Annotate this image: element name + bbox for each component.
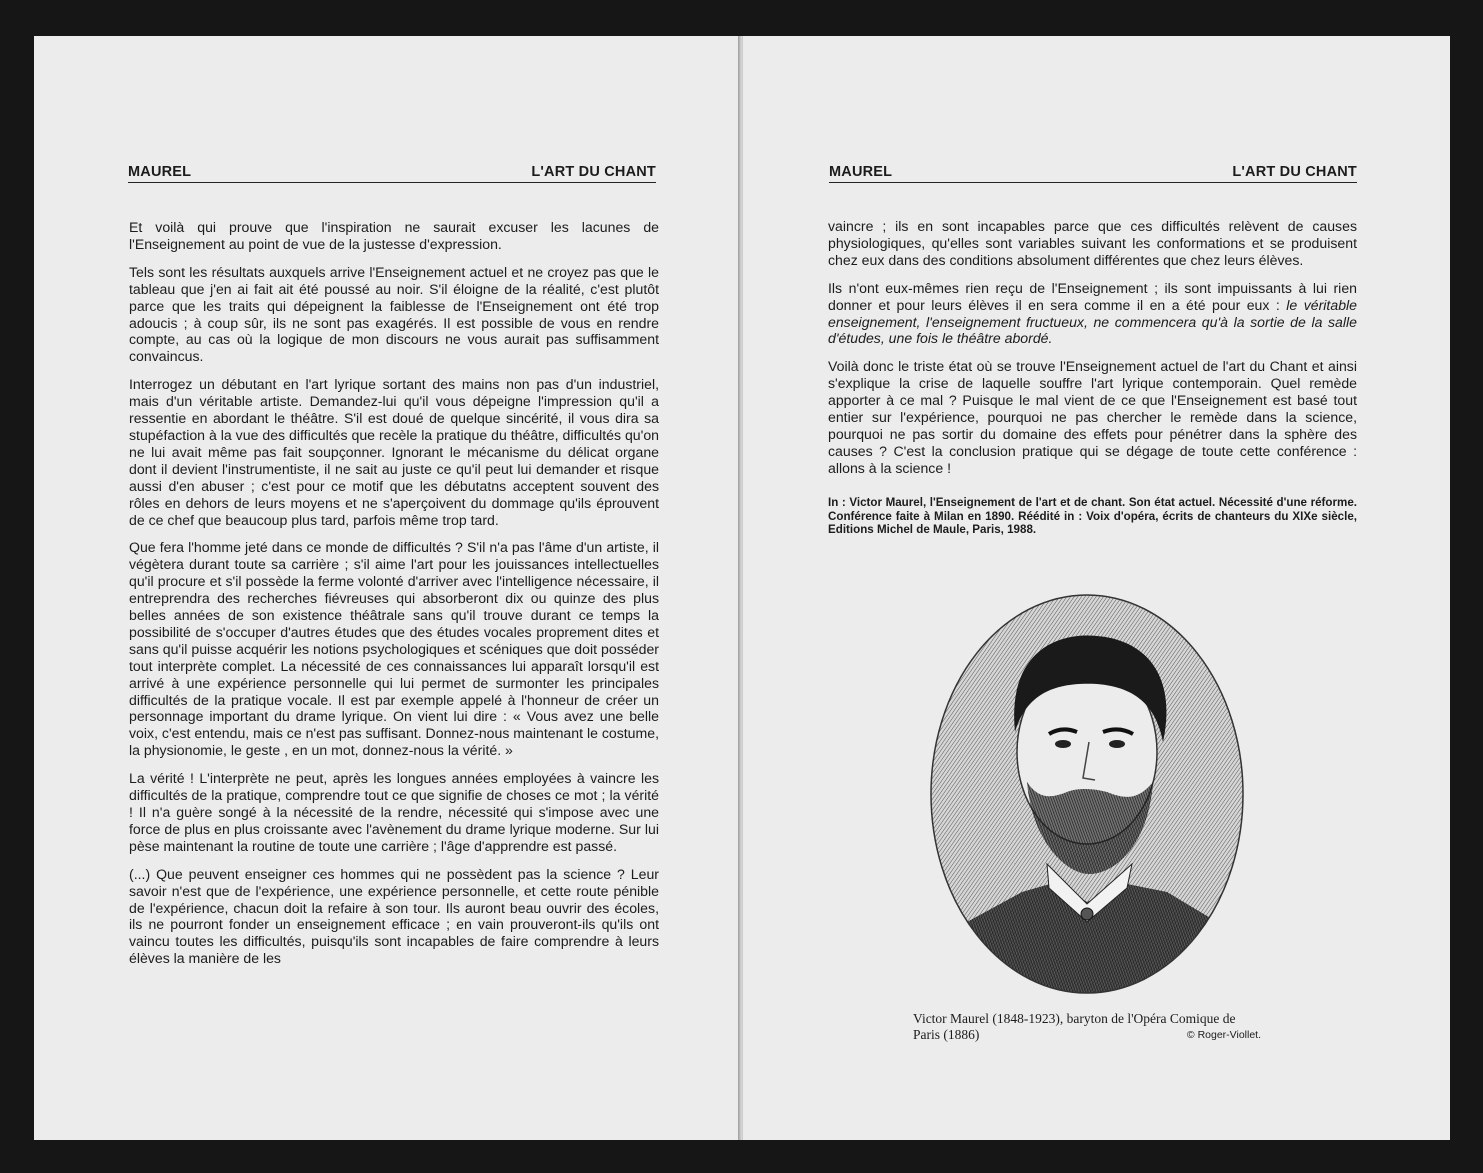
running-header [128,162,656,183]
running-header [829,162,1357,183]
paragraph: Interrogez un débutant en l'art lyrique sortant des mains non pas d'un industriel, mais d'un véritable artiste. Demandez-lui qu'il vous dépeigne l'impression qu'il a ressentie en abordant le théâtre. S'il est doué de quelque sincérité, il vous dira sa stupéfaction à la vue des difficultés que recèle la pratique du théâtre, difficultés qu'on ne lui avait même pas fait soupçonner. Ignorant le mécanisme du délicat organe dont il devient l'instrumentiste, il ne sait au juste ce qu'il peut lui demander et risque aussi d'en abuser ; c'est pour ce motif que les débutatns acceptent souvent des rôles en dehors de leurs moyens et ne s'aperçoivent du dommage qu'ils éprouvent de ce chef que beaucoup plus tard, parfois même trop tard. [129,376,659,528]
right-body-text [828,218,1357,488]
left-body-text [129,219,659,978]
header-author: MAUREL [128,164,192,180]
portrait-caption [913,1011,1261,1043]
caption-text: Victor Maurel (1848-1923), baryton de l'Opéra Comique de Paris (1886) [913,1011,1236,1042]
italic-quote: le véritable enseignement, l'enseignement fructueux, ne commencera qu'à la sortie de la salle d'études, une fois le théâtre abordé. [828,296,1357,347]
paragraph: La vérité ! L'interprète ne peut, après les longues années employées à vaincre les difficultés de la pratique, comprendre tout ce que signifie de choses ce mot ; la vérité ! Il n'a guère songé à la nécessité de la rendre, nécessité qui s'impose avec une force de plus en plus croissante avec l'avènement du drame lyrique moderne. Sur lui pèse maintenant la routine de toute une carrière ; l'âge d'apprendre est passé. [129,770,659,854]
header-title: L'ART DU CHANT [1232,164,1357,180]
photo-credit: © Roger-Viollet. [1186,1029,1261,1041]
paragraph [828,280,1357,348]
paragraph-text: Ils n'ont eux-mêmes rien reçu de l'Enseignement ; ils sont impuissants à lui rien donner et pour leurs élèves il en sera comme il en a été pour eux : [828,279,1357,313]
header-author: MAUREL [829,164,893,180]
paragraph: Et voilà qui prouve que l'inspiration ne saurait excuser les lacunes de l'Enseignement au point de vue de la justesse d'expression. [129,219,659,252]
header-title: L'ART DU CHANT [531,164,656,180]
source-citation: In : Victor Maurel, l'Enseignement de l'art et de chant. Son état actuel. Nécessité d'une réforme. Conférence faite à Milan en 1890. Réédité in : Voix d'opéra, écrits de chanteurs du XIXe siècle, Editions Michel de Maule, Paris, 1988. [828,496,1357,537]
left-page [34,36,740,1140]
portrait-engraving [927,592,1247,996]
paragraph: (...) Que peuvent enseigner ces hommes qui ne possèdent pas la science ? Leur savoir n'est que de l'expérience, une expérience personnelle, et cette route pénible de l'expérience, chacun doit la refaire à son tour. Ils auront beau ouvrir des écoles, ils ne pourront fonder un enseignement efficace ; en vain prouveront-ils qu'ils ont vaincu toutes les difficultés, puisqu'ils sont incapables de faire comprendre à leurs élèves la manière de les [129,865,659,967]
paragraph: vaincre ; ils en sont incapables parce que ces difficultés relèvent de causes physiologiques, qu'elles sont variables suivant les conformations et se produisent chez eux dans des conditions absolument différentes que chez leurs élèves. [828,218,1357,268]
paragraph: Voilà donc le triste état où se trouve l'Enseignement actuel de l'art du Chant et ainsi s'explique la crise de laquelle souffre l'art lyrique contemporain. Quel remède apporter à ce mal ? Puisque le mal vient de ce que l'Enseignement est basé tout entier sur l'expérience, pourquoi ne pas chercher le remède dans la science, pourquoi ne pas sortir du domaine des effets pour pénétrer dans la sphère des causes ? C'est la conclusion pratique qui se dégage de toute cette conférence : allons à la science ! [828,358,1357,476]
paragraph: Tels sont les résultats auxquels arrive l'Enseignement actuel et ne croyez pas que le tableau que j'en ai fait ait été poussé au noir. S'il éloigne de la réalité, c'est plutôt parce que les traits qui dépeignent la faiblesse de l'Enseignement ont été trop adoucis ; à coup sûr, ils ne sont pas exagérés. Il est possible de vous en rendre compte, au cas où la logique de mon discours ne vous aurait pas suffisamment convaincus. [129,263,659,365]
paragraph: Que fera l'homme jeté dans ce monde de difficultés ? S'il n'a pas l'âme d'un artiste, il végètera durant toute sa carrière ; s'il aime l'art pour les jouissances intellectuelles qu'il procure et s'il possède la ferme volonté d'arriver avec l'intelligence nécessaire, il entreprendra des recherches fiévreuses qui absorberont dix ou quinze des plus belles années de son existence théâtrale sans qu'il trouve durant ce temps la possibilité de s'occuper d'autres études que des études vocales proprement dites et sans qu'il puisse acquérir les notions psychologiques et scéniques que doit posséder tout interprète complet. La nécessité de ces connaissances lui apparaît lorsqu'il est arrivé à une expérience personnelle qui lui permet de surmonter les principales difficultés de la pratique vocale. Il est par exemple appelé à l'honneur de créer un personnage important du drame lyrique. On vient lui dire : « Vous avez une belle voix, c'est entendu, mais ce n'est pas suffisant. Donnez-nous maintenant le costume, la physionomie, le geste , en un mot, donnez-nous la vérité. » [129,539,660,759]
right-page [743,36,1450,1140]
